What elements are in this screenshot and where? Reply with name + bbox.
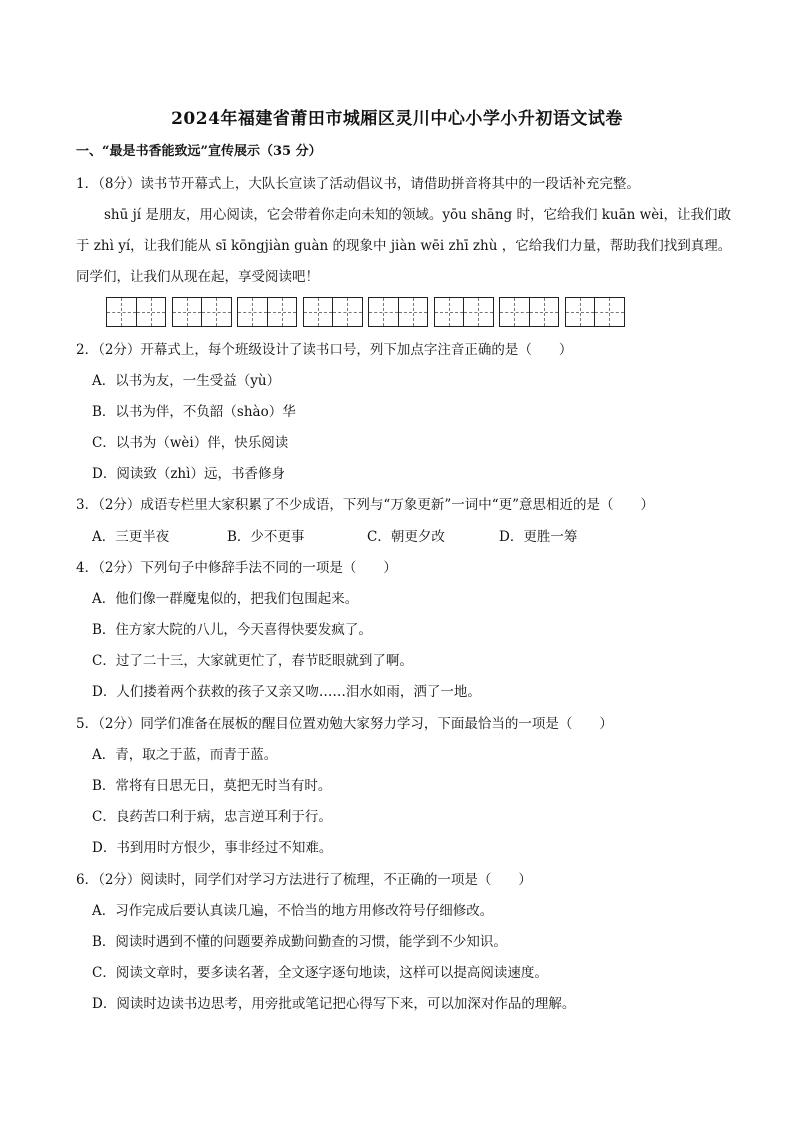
question-1-passage-line: shū jí 是朋友，用心阅读，它会带着你走向未知的领域。yōu shāng 时，它给我们 kuān wèi，让我们敢 <box>104 207 732 223</box>
question-6-option: C．阅读文章时，要多读名著，全文逐字逐句地读，这样可以提高阅读速度。 <box>92 965 548 981</box>
question-4-stem: 4．（2分）下列句子中修辞手法不同的一项是（ ） <box>76 560 397 576</box>
answer-box[interactable] <box>172 297 232 327</box>
section-heading: 一、“最是书香能致远”宣传展示（35 分） <box>76 144 322 159</box>
question-2-option: A．以书为友，一生受益（yù） <box>92 373 281 389</box>
question-4-option: D．人们搂着两个获救的孩子又亲又吻……泪水如雨，洒了一地。 <box>92 684 481 700</box>
question-6-option: D．阅读时边读书边思考，用旁批或笔记把心得写下来，可以加深对作品的理解。 <box>92 996 576 1012</box>
question-6-option: A．习作完成后要认真读几遍，不恰当的地方用修改符号仔细修改。 <box>92 903 494 919</box>
question-2-option: B．以书为伴，不负韶（shào）华 <box>92 404 296 420</box>
question-5-option: B．常将有日思无日，莫把无时当有时。 <box>92 778 332 794</box>
question-2-option: C．以书为（wèi）伴，快乐阅读 <box>92 435 289 451</box>
question-5-stem: 5．（2分）同学们准备在展板的醒目位置劝勉大家努力学习，下面最恰当的一项是（ ） <box>76 716 613 732</box>
answer-box[interactable] <box>303 297 363 327</box>
answer-box-row <box>106 297 630 329</box>
question-2-stem: 2．（2分）开幕式上，每个班级设计了读书口号，列下加点字注音正确的是（ ） <box>76 342 573 358</box>
question-1-passage-line: 同学们，让我们从现在起，享受阅读吧！ <box>76 269 319 285</box>
question-3-option: B．少不更事 <box>227 529 305 545</box>
question-5-option: C．良药苦口利于病，忠言逆耳利于行。 <box>92 809 332 825</box>
question-6-stem: 6．（2分）阅读时，同学们对学习方法进行了梳理，不正确的一项是（ ） <box>76 872 532 888</box>
question-1-passage-line: 于 zhì yí，让我们能从 sī kōngjiàn guàn 的现象中 jiàn wēi zhī zhù ，它给我们力量，帮助我们找到真理。 <box>76 238 732 254</box>
question-3-option: A．三更半夜 <box>92 529 170 545</box>
question-4-option: C．过了二十三，大家就更忙了，春节眨眼就到了啊。 <box>92 653 413 669</box>
question-3-stem: 3．（2分）成语专栏里大家积累了不少成语，下列与“万象更新”一词中“更”意思相近的是（ ） <box>76 497 655 513</box>
question-3-option: C．朝更夕改 <box>367 529 445 545</box>
answer-box[interactable] <box>565 297 625 327</box>
question-3-option: D．更胜一筹 <box>499 529 578 545</box>
answer-box[interactable] <box>434 297 494 327</box>
answer-box[interactable] <box>368 297 428 327</box>
question-3-options <box>92 527 577 547</box>
question-4-option: B．住方家大院的八儿，今天喜得快要发疯了。 <box>92 622 372 638</box>
question-4-option: A．他们像一群魔鬼似的，把我们包围起来。 <box>92 591 359 607</box>
question-6-option: B．阅读时遇到不懂的问题要养成勤问勤查的习惯，能学到不少知识。 <box>92 934 507 950</box>
answer-box[interactable] <box>237 297 297 327</box>
exam-title: 2024年福建省莆田市城厢区灵川中心小学小升初语文试卷 <box>171 109 623 129</box>
question-2-option: D．阅读致（zhì）远，书香修身 <box>92 466 285 482</box>
answer-box[interactable] <box>499 297 559 327</box>
question-5-option: D．书到用时方恨少，事非经过不知难。 <box>92 840 333 856</box>
answer-box[interactable] <box>106 297 166 327</box>
question-1-stem: 1．（8分）读书节开幕式上，大队长宣读了活动倡议书，请借助拼音将其中的一段话补充完整。 <box>76 176 640 192</box>
question-5-option: A．青，取之于蓝，而青于蓝。 <box>92 747 278 763</box>
